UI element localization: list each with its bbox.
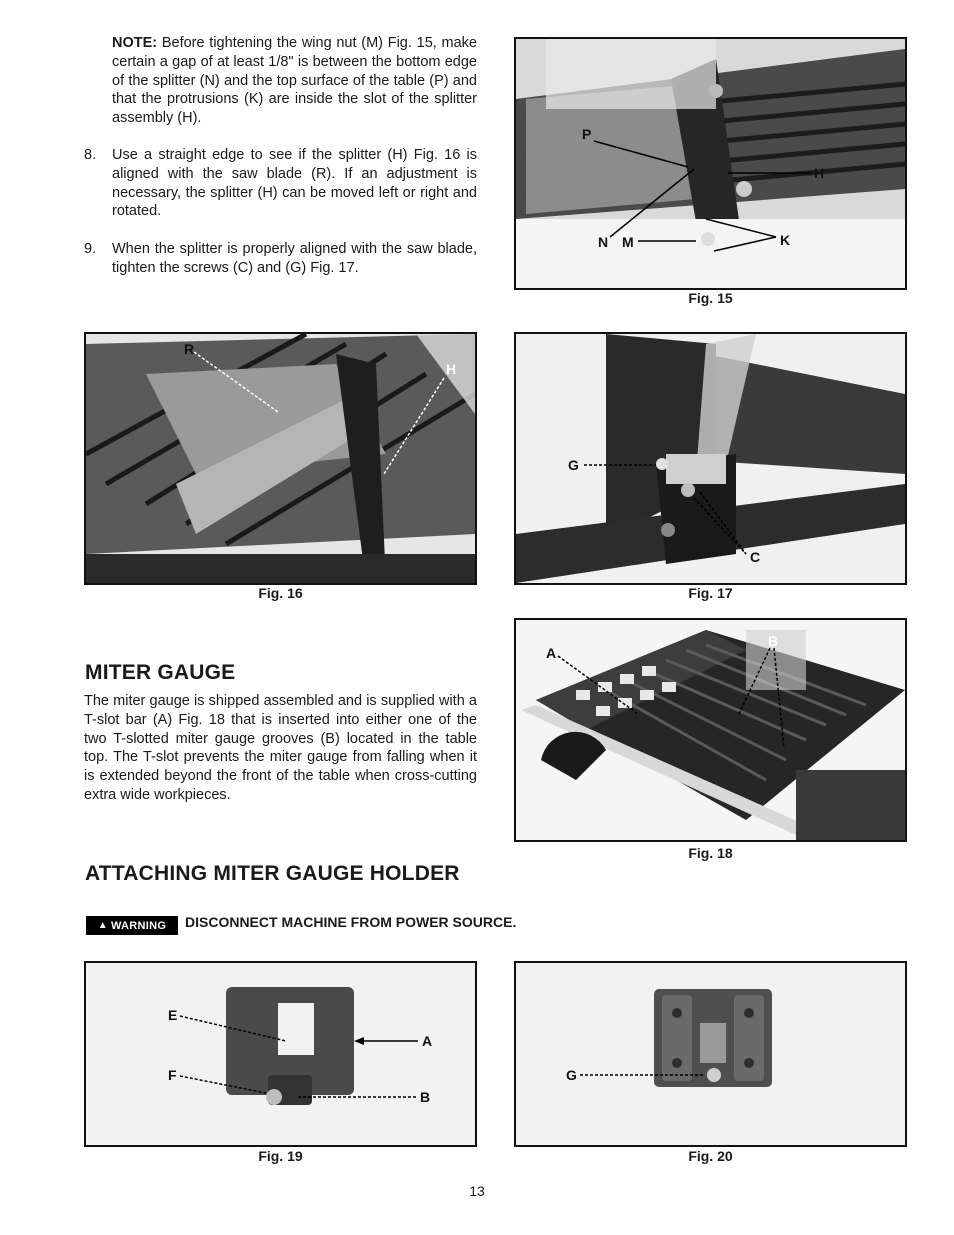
- holder-heading: ATTACHING MITER GAUGE HOLDER: [85, 862, 460, 885]
- step-9-text: When the splitter is properly aligned with the saw blade, tighten the screws (C) and (G) Fig. 17.: [112, 241, 477, 276]
- figure-17-caption: Fig. 17: [688, 585, 733, 601]
- fig19-label-f: F: [168, 1067, 177, 1083]
- note-lead: NOTE:: [112, 35, 158, 51]
- note-paragraph: [112, 34, 477, 128]
- fig18-label-b: B: [768, 633, 779, 649]
- figure-16: [84, 332, 477, 585]
- warning-triangle-icon: ▲: [97, 920, 108, 931]
- figure-15: [514, 37, 907, 290]
- figure-17: [514, 332, 907, 585]
- fig15-label-h: H: [814, 165, 825, 181]
- figure-20-caption: Fig. 20: [688, 1148, 733, 1164]
- step-8-text: Use a straight edge to see if the splitter (H) Fig. 16 is aligned with the saw blade (R). If an adjustment is necessary, the splitter (H) can be moved left or right and rotated.: [112, 147, 477, 220]
- figure-18-illustration: [516, 620, 905, 840]
- figure-18: [514, 618, 907, 842]
- fig15-label-k: K: [780, 232, 791, 248]
- step-8-number: 8.: [84, 147, 97, 163]
- fig15-label-p: P: [582, 126, 592, 142]
- figure-15-illustration: [516, 39, 905, 288]
- fig19-label-e: E: [168, 1007, 178, 1023]
- warning-badge: [86, 916, 178, 935]
- miter-gauge-text: The miter gauge is shipped assembled and is supplied with a T-slot bar (A) Fig. 18 that is inserted into either one of the two T-slotted miter gauge grooves (B) located in the table top. The T-slot prevents the miter gauge from falling when it is extended beyond the front of the table when cross-cutting extra wide workpieces.: [84, 693, 477, 803]
- fig16-label-r: R: [184, 341, 195, 357]
- fig19-label-b: B: [420, 1089, 431, 1105]
- page-number: 13: [469, 1183, 485, 1199]
- figure-16-caption: Fig. 16: [258, 585, 303, 601]
- figure-19: [84, 961, 477, 1147]
- fig17-label-g: G: [568, 457, 579, 473]
- fig18-label-a: A: [546, 645, 557, 661]
- miter-gauge-heading: MITER GAUGE: [85, 661, 236, 684]
- figure-19-illustration: [86, 963, 475, 1145]
- figure-18-caption: Fig. 18: [688, 845, 733, 861]
- figure-17-illustration: [516, 334, 905, 583]
- fig19-label-a: A: [422, 1033, 433, 1049]
- figure-19-caption: Fig. 19: [258, 1148, 303, 1164]
- figure-16-illustration: [86, 334, 475, 583]
- fig16-label-h: H: [446, 361, 457, 377]
- fig20-label-g: G: [566, 1067, 577, 1083]
- fig15-label-m: M: [622, 234, 634, 250]
- fig17-label-c: C: [750, 549, 761, 565]
- warning-text: DISCONNECT MACHINE FROM POWER SOURCE.: [185, 914, 517, 930]
- note-text: Before tightening the wing nut (M) Fig. 15, make certain a gap of at least 1/8" is between the bottom edge of the splitter (N) and the top surface of the table (P) and that the protrusions (K) are inside the slot of the splitter assembly (H).: [112, 35, 477, 127]
- figure-20: [514, 961, 907, 1147]
- figure-20-illustration: [516, 963, 905, 1145]
- fig15-label-n: N: [598, 234, 609, 250]
- figure-15-caption: Fig. 15: [688, 290, 733, 306]
- step-9-number: 9.: [84, 241, 97, 257]
- warning-badge-label: WARNING: [110, 919, 167, 932]
